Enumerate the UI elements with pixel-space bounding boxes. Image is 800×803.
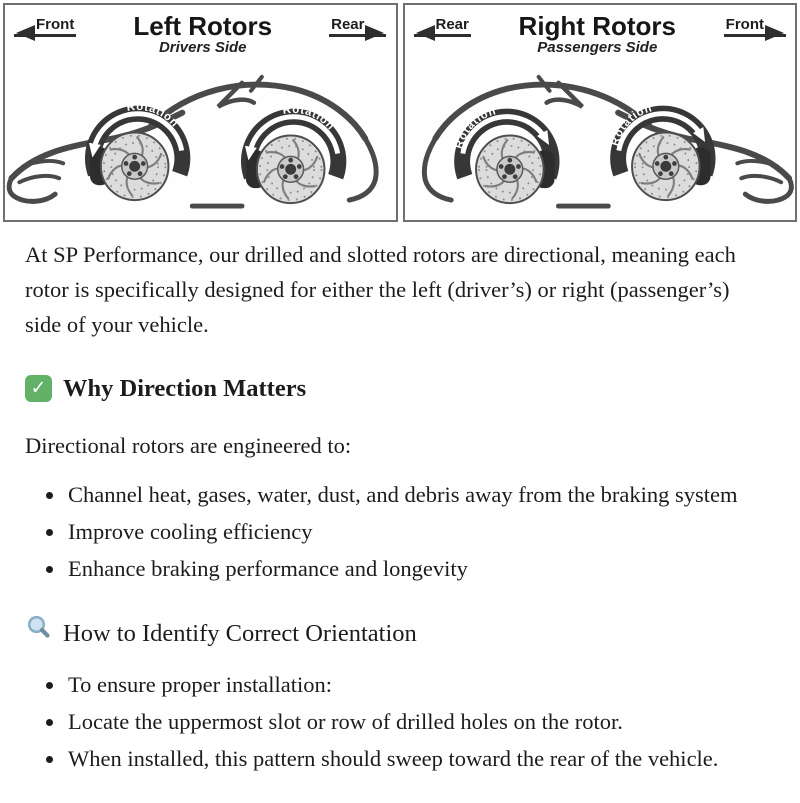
rotation-label: Rotation	[125, 100, 181, 130]
bullet-item: • Improve cooling efficiency	[66, 515, 762, 550]
installation-list	[25, 668, 762, 777]
bullet-item: • Channel heat, gases, water, dust, and debris away from the braking system	[66, 478, 762, 513]
front-direction-label	[724, 16, 786, 37]
panel-title: Left Rotors	[133, 11, 273, 41]
check-mark-icon: ✓	[25, 375, 52, 402]
direction-text: Rear	[435, 16, 469, 33]
arrow-right-icon	[365, 25, 384, 41]
left-panel-header	[5, 5, 396, 59]
engineered-to-lead: Directional rotors are engineered to:	[25, 432, 352, 458]
intro-paragraph: At SP Performance, our drilled and slotted rotors are directional, meaning each rotor is specifically designed for either the left (driver’s) or right (passenger’s) side of your vehicle.	[25, 242, 736, 337]
right-rotors-panel	[403, 3, 798, 222]
front-rotor	[101, 133, 169, 201]
front-rotor	[632, 133, 700, 201]
panel-subtitle: Drivers Side	[158, 38, 247, 56]
rotation-label: Rotation	[281, 103, 337, 133]
direction-text: Front	[36, 16, 75, 33]
panel-title: Right Rotors	[518, 11, 676, 41]
panel-titles	[133, 13, 272, 55]
rear-rotor	[476, 136, 544, 204]
panel-titles	[519, 13, 676, 55]
arrow-left-icon	[416, 25, 435, 41]
direction-text: Rear	[331, 16, 365, 33]
bullet-item: • Locate the uppermost slot or row of drilled holes on the rotor.	[66, 705, 762, 740]
rear-rotor	[257, 136, 325, 204]
rotation-label: Rotation	[452, 105, 498, 151]
rotation-label: Rotation	[608, 102, 654, 148]
rear-direction-label	[414, 16, 471, 37]
bullet-item: • To ensure proper installation:	[66, 668, 762, 703]
arrow-left-icon	[16, 25, 35, 41]
why-direction-matters-heading	[25, 370, 762, 408]
arrow-right-icon	[765, 25, 784, 41]
left-car-illustration	[5, 59, 396, 216]
article-body	[0, 222, 800, 803]
rear-direction-label	[329, 16, 386, 37]
front-direction-label	[14, 16, 76, 37]
identify-orientation-heading	[25, 614, 762, 653]
panel-subtitle: Passengers Side	[537, 38, 658, 56]
heading-text: Why Direction Matters	[63, 374, 307, 402]
benefits-list	[25, 478, 762, 587]
bullet-item: • Enhance braking performance and longevity	[66, 552, 762, 587]
magnifying-glass-icon	[25, 614, 52, 653]
bullet-item: • When installed, this pattern should sweep toward the rear of the vehicle.	[66, 742, 762, 777]
left-rotors-panel	[3, 3, 398, 222]
right-car-illustration	[405, 59, 796, 216]
right-panel-header	[405, 5, 796, 59]
heading-text: How to Identify Correct Orientation	[63, 619, 417, 647]
rotor-direction-diagram	[0, 0, 800, 222]
direction-text: Front	[725, 16, 764, 33]
